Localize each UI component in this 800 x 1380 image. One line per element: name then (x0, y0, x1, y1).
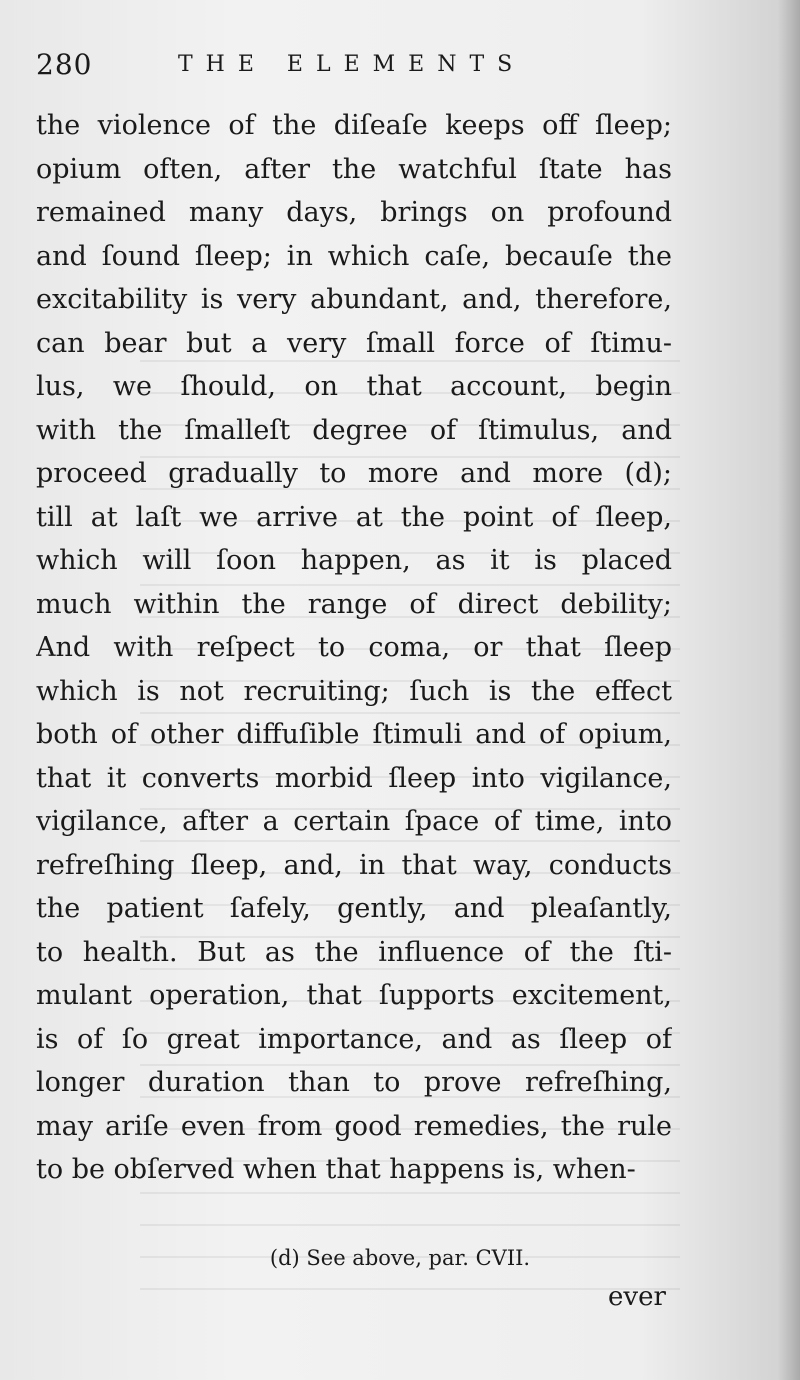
text-line: may ariſe even from good remedies, the rule (36, 1110, 672, 1142)
text-line: the violence of the diſeaſe keeps off ſleep; (36, 110, 672, 141)
text-line: proceed gradually to more and more (d); (36, 458, 672, 489)
text-line: to be obſerved when that happens is, when- (36, 1154, 636, 1185)
text-line: and ſound ſleep; in which caſe, becauſe the (36, 240, 672, 272)
text-line: with the ſmalleſt degree of ſtimulus, and (36, 414, 672, 446)
page-edge-shadow (778, 0, 800, 1380)
footnote: (d) See above, par. CVII. (269, 1246, 531, 1270)
text-line: till at laſt we arrive at the point of ſleep, (36, 501, 672, 533)
text-line: which will ſoon happen, as it is placed (36, 545, 672, 576)
text-line: is of ſo great importance, and as ſleep of (36, 1023, 672, 1055)
text-line: that it converts morbid ſleep into vigilance, (36, 762, 672, 794)
page-header (36, 48, 716, 88)
body-text (36, 104, 672, 1192)
text-line: both of other diffuſible ſtimuli and of opium, (36, 719, 672, 750)
page-number: 280 (36, 48, 93, 81)
text-line: excitability is very abundant, and, therefore, (36, 284, 672, 315)
text-line: much within the range of direct debility; (36, 588, 672, 620)
text-line: And with reſpect to coma, or that ſleep (36, 632, 672, 663)
text-line: can bear but a very ſmall force of ſtimu- (36, 327, 672, 359)
text-line: refreſhing ſleep, and, in that way, conducts (36, 849, 672, 881)
text-line: mulant operation, that ſupports excitement, (36, 980, 672, 1011)
catchword: ever (608, 1282, 666, 1312)
text-line: lus, we ſhould, on that account, begin (36, 371, 672, 402)
text-line: longer duration than to prove refreſhing, (36, 1067, 672, 1098)
text-line: to health. But as the influence of the ſti- (36, 936, 672, 968)
text-line: which is not recruiting; ſuch is the effect (36, 675, 672, 707)
text-line: vigilance, after a certain ſpace of time, into (36, 806, 672, 837)
text-line: remained many days, brings on profound (36, 197, 672, 228)
running-head: THE ELEMENTS (178, 52, 526, 77)
text-line: the patient ſafely, gently, and pleaſantly, (36, 893, 672, 924)
text-line: opium often, after the watchful ſtate has (36, 153, 672, 185)
